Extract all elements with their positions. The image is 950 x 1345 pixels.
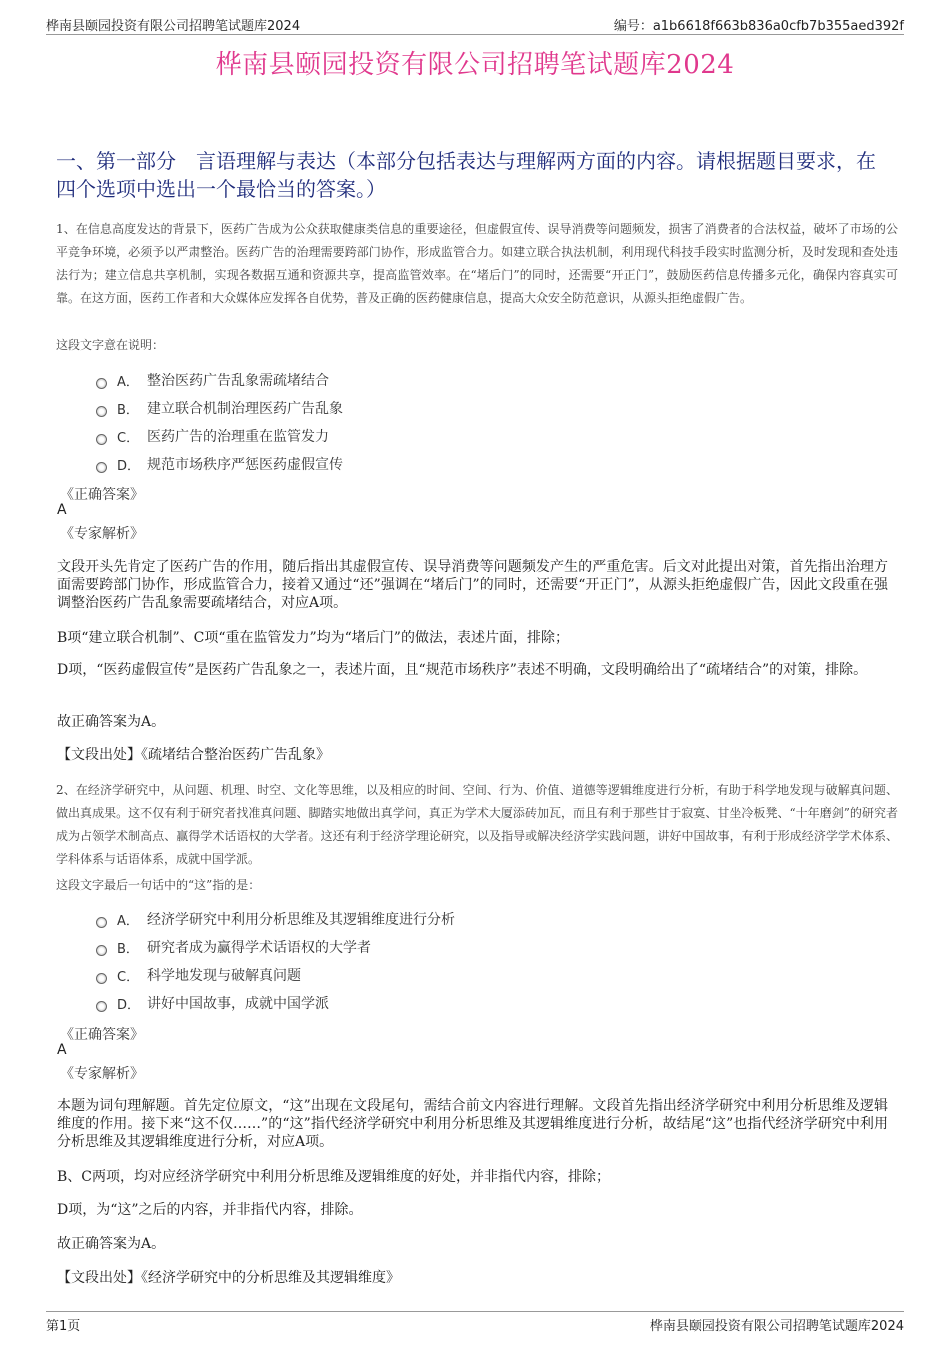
page-number: 第1页 (46, 1319, 81, 1334)
source-citation: 【文段出处】《疏堵结合整治医药广告乱象》 (57, 747, 330, 763)
analysis-paragraph: 文段开头先肯定了医药广告的作用，随后指出其虚假宣传、误导消费等问题频发产生的严重危害。后文对此提出对策，首先指出治理方面需要跨部门协作，形成监管合力，接着又通过“还”强调在“堵后门”的同时，还需要“开正门”，从源头拒绝虚假广告，因此文段重在强调整治医药广告乱象需要疏堵结合，对应A项。 (57, 559, 888, 611)
source-citation: 【文段出处】《经济学研究中的分析思维及其逻辑维度》 (57, 1270, 400, 1286)
question-1-options (96, 366, 343, 478)
analysis-paragraph: 故正确答案为A。 (57, 714, 166, 730)
option-d[interactable]: D． 规范市场秩序严惩医药虚假宣传 (96, 450, 343, 478)
analysis-label: 《专家解析》 (60, 1066, 144, 1082)
answer-label: 《正确答案》 (60, 487, 144, 503)
page-header (46, 12, 904, 35)
question-1-prompt: 这段文字意在说明： (56, 338, 165, 352)
radio-button-icon[interactable] (96, 945, 107, 956)
radio-button-icon[interactable] (96, 378, 107, 389)
option-a[interactable]: A． 整治医药广告乱象需疏堵结合 (96, 366, 343, 394)
analysis-paragraph: D项，为“这”之后的内容，并非指代内容，排除。 (57, 1202, 363, 1218)
option-b[interactable]: B． 研究者成为赢得学术话语权的大学者 (96, 933, 455, 961)
analysis-paragraph: B项“建立联合机制”、C项“重在监管发力”均为“堵后门”的做法，表述片面，排除； (57, 630, 569, 646)
header-left-title: 桦南县颐园投资有限公司招聘笔试题库2024 (46, 19, 301, 34)
analysis-label: 《专家解析》 (60, 526, 144, 542)
footer-title: 桦南县颐园投资有限公司招聘笔试题库2024 (649, 1319, 904, 1334)
answer-value: A (57, 1042, 67, 1058)
header-document-id: 编号：a1b6618f663b836a0cfb7b355aed392f (613, 19, 904, 34)
radio-button-icon[interactable] (96, 1001, 107, 1012)
option-a[interactable]: A． 经济学研究中利用分析思维及其逻辑维度进行分析 (96, 905, 455, 933)
question-2-passage: 2、在经济学研究中，从问题、机理、时空、文化等思维，以及相应的时间、空间、行为、价值、道德等逻辑维度进行分析，有助于科学地发现与破解真问题、做出真成果。这不仅有利于研究者找准真问题、脚踏实地做出真学问，真正为学术大厦添砖加瓦，而且有利于那些甘于寂寞、甘坐冷板凳、“十年磨剑”的研究者成为占领学术制高点、赢得学术话语权的大学者。这还有利于经济学理论研究，以及指导或解决经济学实践问题，讲好中国故事，有利于形成经济学学术体系、学科体系与话语体系，成就中国学派。 (56, 783, 898, 866)
question-2-options (96, 905, 455, 1017)
page-footer (46, 1311, 904, 1334)
option-b[interactable]: B． 建立联合机制治理医药广告乱象 (96, 394, 343, 422)
answer-label: 《正确答案》 (60, 1027, 144, 1043)
analysis-paragraph: 故正确答案为A。 (57, 1236, 166, 1252)
page-title: 桦南县颐园投资有限公司招聘笔试题库2024 (215, 50, 735, 80)
answer-value: A (57, 502, 67, 518)
option-c[interactable]: C． 科学地发现与破解真问题 (96, 961, 455, 989)
option-c[interactable]: C． 医药广告的治理重在监管发力 (96, 422, 343, 450)
radio-button-icon[interactable] (96, 917, 107, 928)
radio-button-icon[interactable] (96, 462, 107, 473)
radio-button-icon[interactable] (96, 973, 107, 984)
analysis-paragraph: 本题为词句理解题。首先定位原文，“这”出现在文段尾句，需结合前文内容进行理解。文段首先指出经济学研究中利用分析思维及逻辑维度的作用。接下来“这不仅……”的“这”指代经济学研究中利用分析思维及其逻辑维度进行分析，故结尾“这”也指代经济学研究中利用分析思维及其逻辑维度进行分析，对应A项。 (57, 1098, 888, 1150)
radio-button-icon[interactable] (96, 434, 107, 445)
section-heading: 一、第一部分 言语理解与表达（本部分包括表达与理解两方面的内容。请根据题目要求，在四个选项中选出一个最恰当的答案。） (56, 149, 876, 201)
question-1-passage: 1、在信息高度发达的背景下，医药广告成为公众获取健康类信息的重要途径，但虚假宣传、误导消费等问题频发，损害了消费者的合法权益，破坏了市场的公平竞争环境，必须予以严肃整治。医药广告的治理需要跨部门协作，形成监管合力。如建立联合执法机制，利用现代科技手段实时监测分析，及时发现和查处违法行为；建立信息共享机制，实现各数据互通和资源共享，提高监管效率。在“堵后门”的同时，还需要“开正门”，鼓励医药信息传播多元化，确保内容真实可靠。在这方面，医药工作者和大众媒体应发挥各自优势，普及正确的医药健康信息，提高大众安全防范意识，从源头拒绝虚假广告。 (56, 222, 898, 305)
question-2-prompt: 这段文字最后一句话中的“这”指的是： (56, 878, 261, 892)
analysis-paragraph: D项，“医药虚假宣传”是医药广告乱象之一，表述片面，且“规范市场秩序”表述不明确，文段明确给出了“疏堵结合”的对策，排除。 (57, 662, 868, 678)
radio-button-icon[interactable] (96, 406, 107, 417)
option-d[interactable]: D． 讲好中国故事，成就中国学派 (96, 989, 455, 1017)
analysis-paragraph: B、C两项，均对应经济学研究中利用分析思维及逻辑维度的好处，并非指代内容，排除； (57, 1169, 610, 1185)
